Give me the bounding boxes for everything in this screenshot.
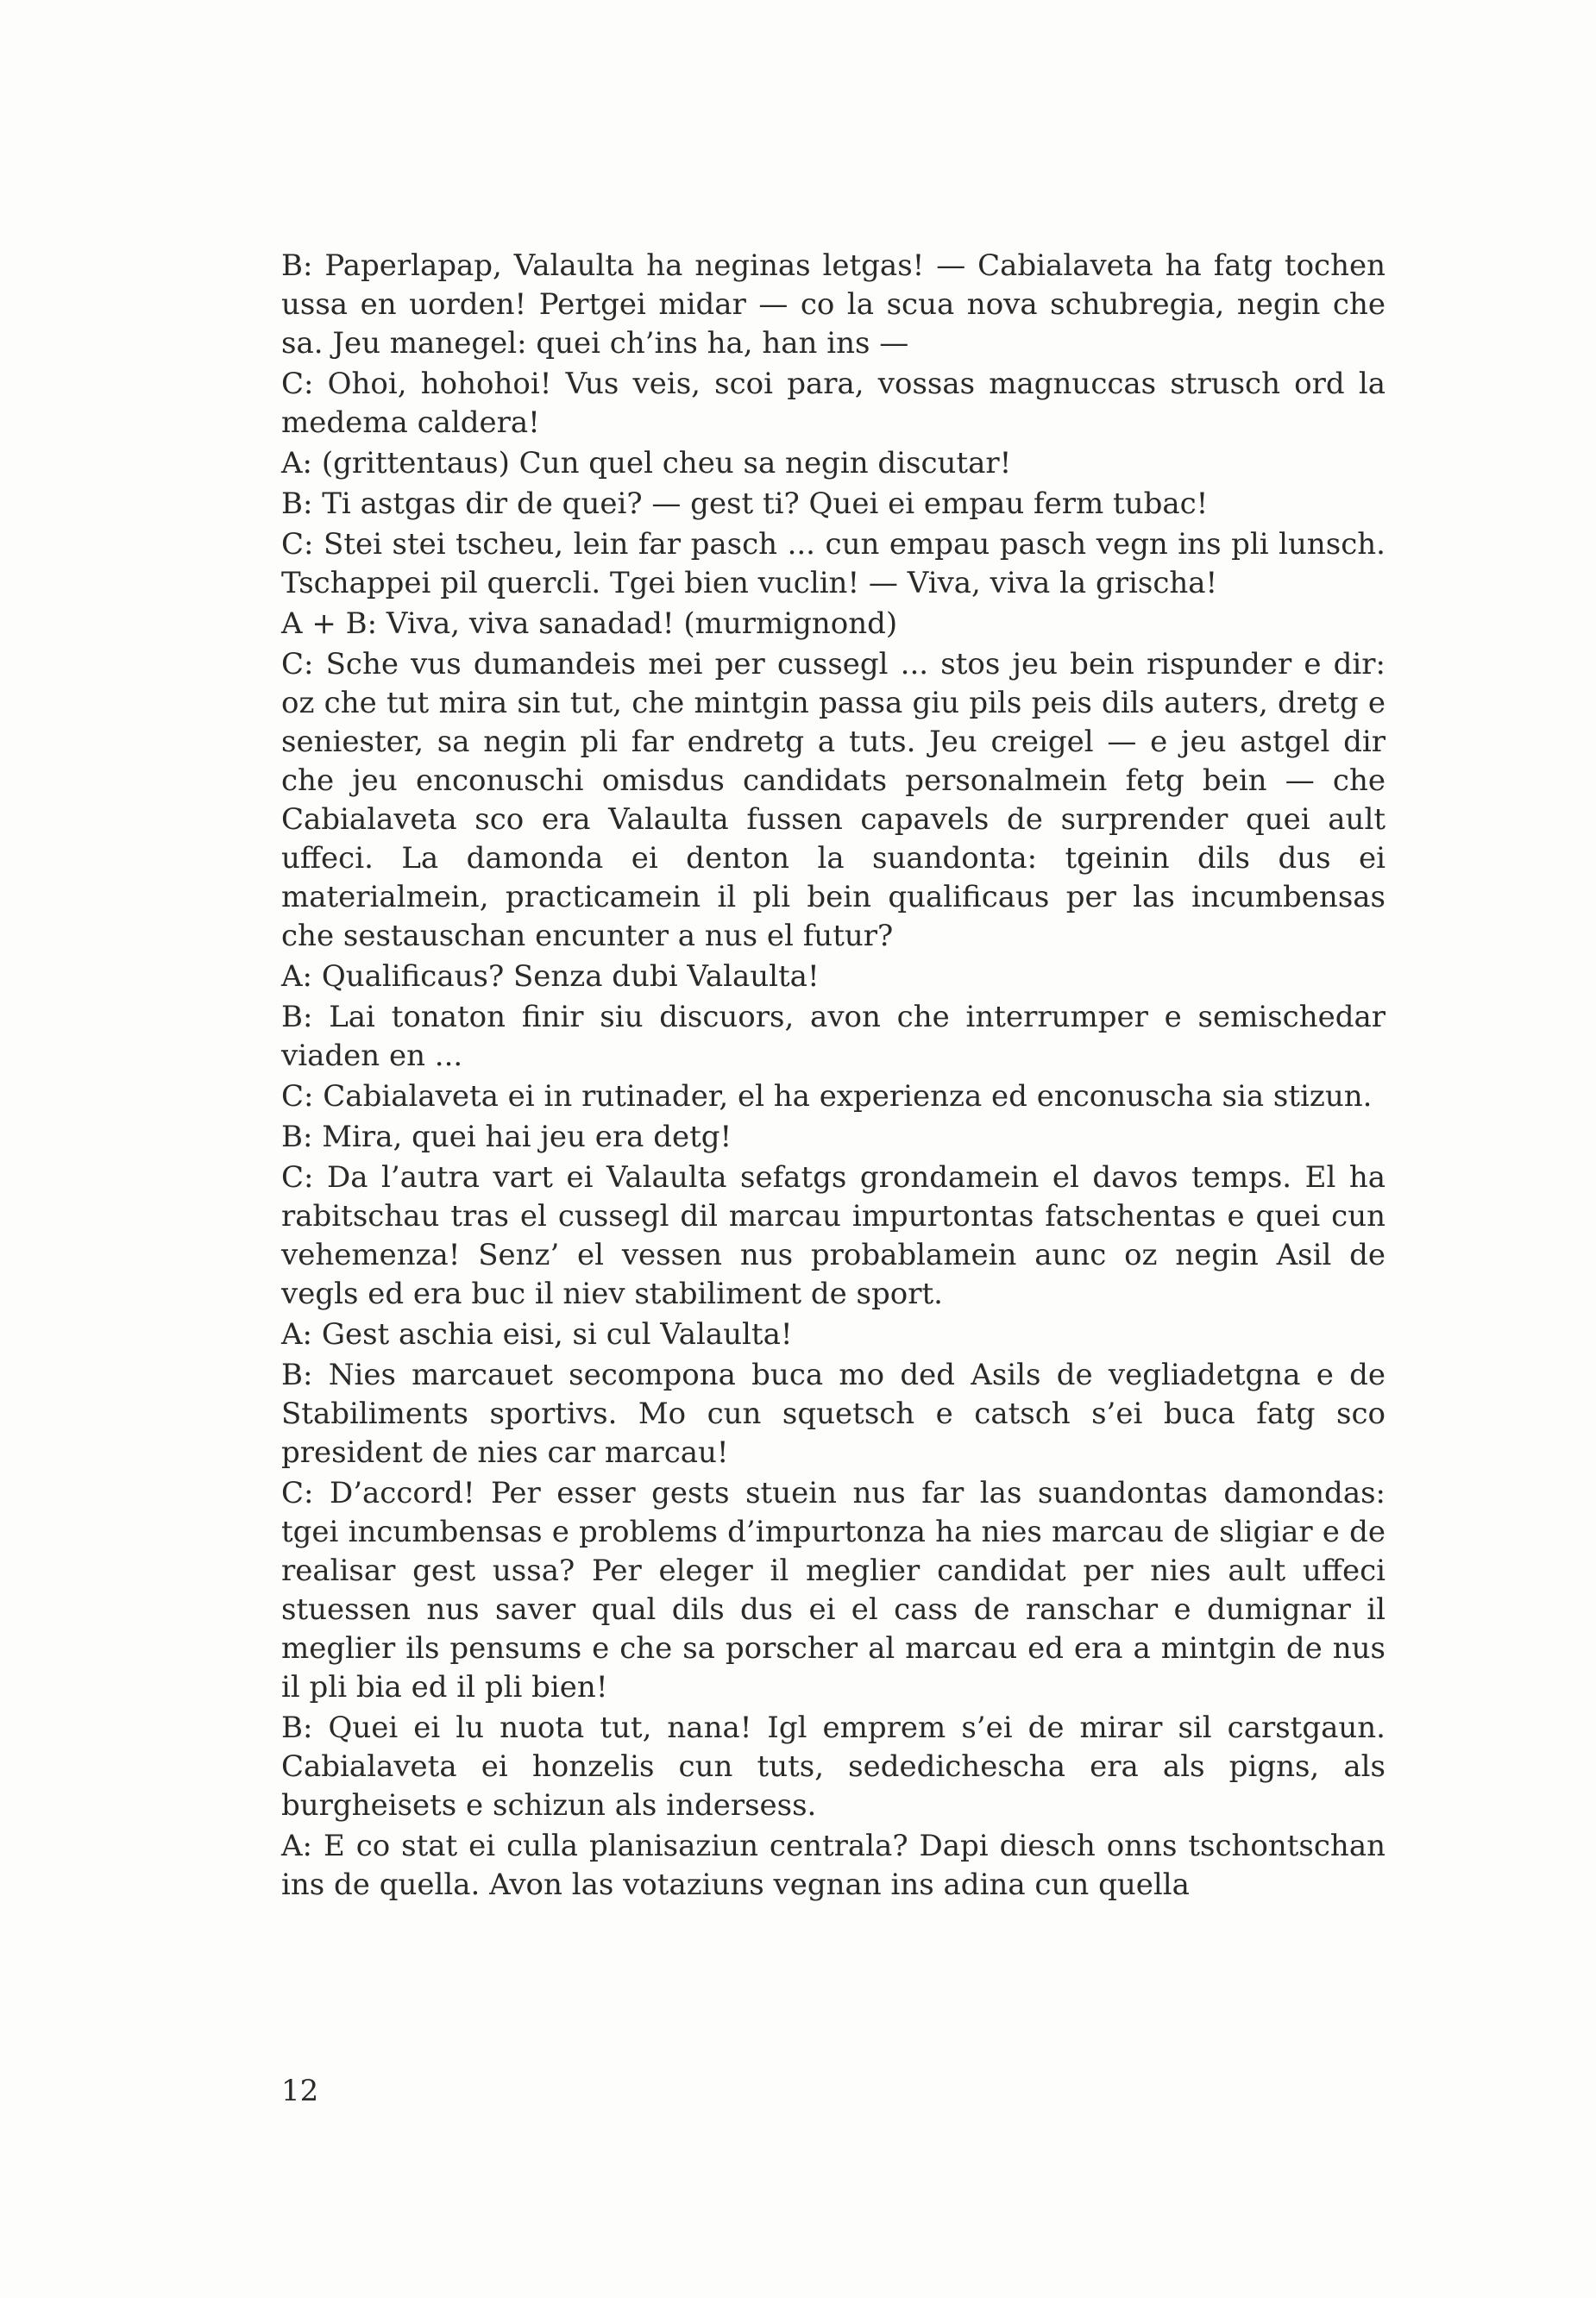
body-text bbox=[281, 247, 1386, 1906]
paragraph: B: Quei ei lu nuota tut, nana! Igl emprem s’ei de mirar sil carstgaun. Cabialaveta ei honzelis cun tuts, sededichescha era als pigns, als burgheisets e schizun als indersess. bbox=[281, 1711, 1386, 1823]
paragraph: A: Qualificaus? Senza dubi Valaulta! bbox=[281, 959, 820, 994]
paragraph: C: Sche vus dumandeis mei per cussegl ... stos jeu bein rispunder e dir: oz che tut mira sin tut, che mintgin passa giu pils peis dils auters, dretg e seniester, sa negin pli far endretg a tuts. Jeu creigel — e jeu astgel dir che jeu enconuschi omisdus candidats personalmein fetg bein — che Cabialaveta sco era Valaulta fussen capavels de surprender quei ault uffeci. La damonda ei denton la suandonta: tgeinin dils dus ei materialmein, practicamein il pli bein qualificaus per las incumbensas che sestauschan encunter a nus el futur? bbox=[281, 647, 1386, 953]
paragraph: C: Cabialaveta ei in rutinader, el ha experienza ed enconuscha sia stizun. bbox=[281, 1079, 1373, 1114]
paragraph: A: E co stat ei culla planisaziun centrala? Dapi diesch onns tschontschan ins de quella. Avon las votaziuns vegnan ins adina cun quella bbox=[281, 1829, 1386, 1902]
paragraph: B: Ti astgas dir de quei? — gest ti? Quei ei empau ferm tubac! bbox=[281, 487, 1209, 521]
page-number: 12 bbox=[281, 2074, 319, 2108]
paragraph: C: Stei stei tscheu, lein far pasch ... cun empau pasch vegn ins pli lunsch. Tschappei pil quercli. Tgei bien vuclin! — Viva, viva la grischa! bbox=[281, 527, 1386, 600]
paragraph: A: (grittentaus) Cun quel cheu sa negin discutar! bbox=[281, 446, 1012, 480]
paragraph: C: D’accord! Per esser gests stuein nus far las suandontas damondas: tgei incumbensas e problems d’impurtonza ha nies marcau de sligiar e de realisar gest ussa? Per eleger il meglier candidat per nies ault uffeci stuessen nus saver qual dils dus ei el cass de ranschar e dumignar il meglier ils pensums e che sa porscher al marcau ed era a mintgin de nus il pli bia ed il pli bien! bbox=[281, 1476, 1386, 1705]
paragraph: B: Lai tonaton finir siu discuors, avon che interrumper e semischedar viaden en ... bbox=[281, 1000, 1386, 1073]
paragraph: B: Paperlapap, Valaulta ha neginas letgas! — Cabialaveta ha fatg tochen ussa en uorden! Pertgei midar — co la scua nova schubregia, negin che sa. Jeu manegel: quei ch’ins ha, han ins — bbox=[281, 248, 1386, 361]
paragraph: C: Ohoi, hohohoi! Vus veis, scoi para, vossas magnuccas strusch ord la medema caldera! bbox=[281, 367, 1386, 440]
paragraph: C: Da l’autra vart ei Valaulta sefatgs grondamein el davos temps. El ha rabitschau tras el cussegl dil marcau impurtontas fatschentas e quei cun vehemenza! Senz’ el vessen nus probablamein aunc oz negin Asil de vegls ed era buc il niev stabiliment de sport. bbox=[281, 1160, 1386, 1311]
paragraph: B: Mira, quei hai jeu era detg! bbox=[281, 1120, 732, 1154]
paragraph: A: Gest aschia eisi, si cul Valaulta! bbox=[281, 1317, 793, 1352]
paragraph: A + B: Viva, viva sanadad! (murmignond) bbox=[281, 606, 898, 641]
paragraph: B: Nies marcauet secompona buca mo ded Asils de vegliadetgna e de Stabiliments sportivs. Mo cun squetsch e catsch s’ei buca fatg sco president de nies car marcau! bbox=[281, 1358, 1386, 1470]
